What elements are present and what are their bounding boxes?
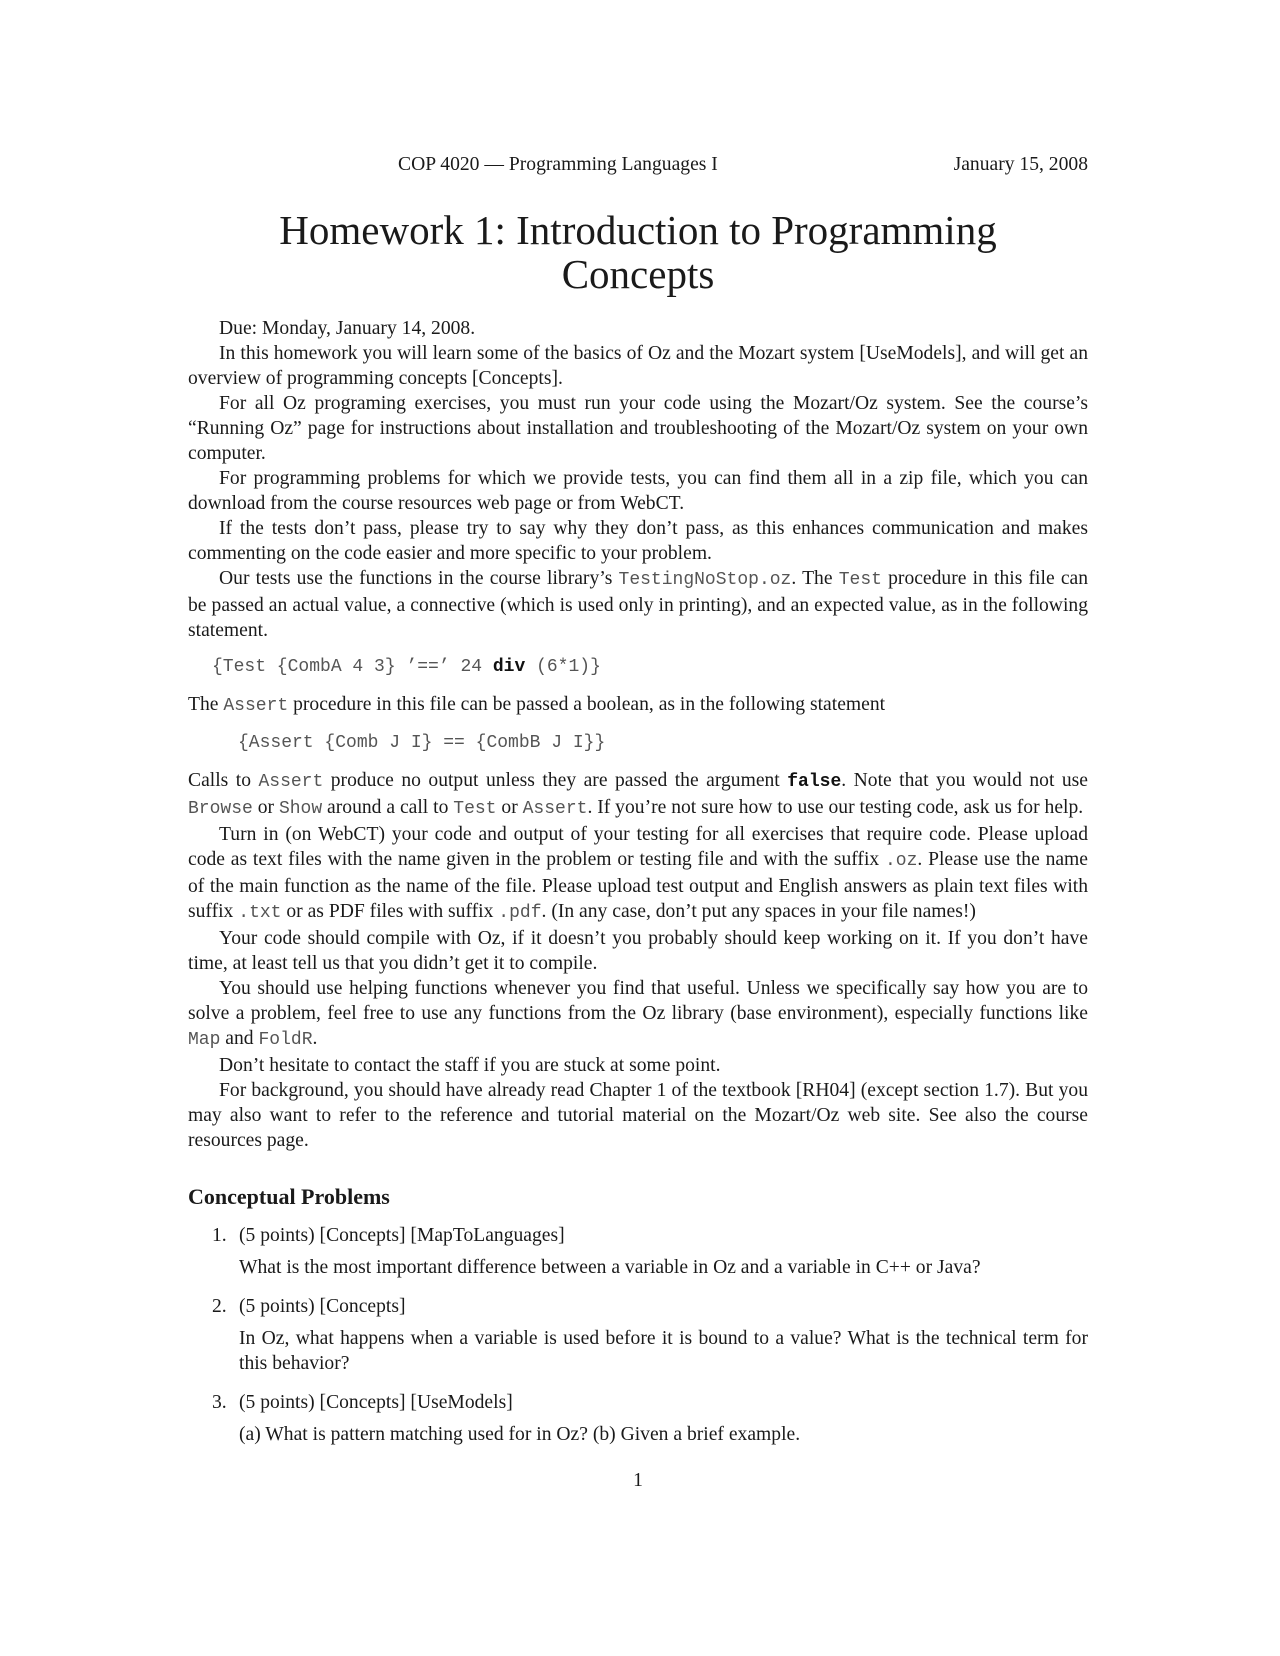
problem-list <box>188 1223 1088 1447</box>
turn-in-paragraph: Turn in (on WebCT) your code and output of your testing for all exercises that require code. Please upload code as text files with the name given in the problem or testing file and with the suffix .oz. Please use the name of the main function as the name of the file. Please upload test output and English answers as plain text files with suffix .txt or as PDF files with suffix .pdf. (In any case, don’t put any spaces in your file names!) <box>188 824 1088 923</box>
document-body <box>188 316 1088 1461</box>
problem-item <box>188 1390 1088 1447</box>
problem-heading: (5 points) [Concepts] [UseModels] <box>239 1392 513 1413</box>
problem-heading: (5 points) [Concepts] <box>239 1296 406 1317</box>
code-example-assert: {Assert {Comb J I} == {CombB J I}} <box>238 733 606 753</box>
testing-library-paragraph: Our tests use the functions in the course library’s TestingNoStop.oz. The Test procedure in this file can be passed an actual value, a connective (which is used only in printing), and an expected value, as in the following statement. <box>188 568 1089 641</box>
problem-number: 1. <box>212 1225 227 1246</box>
title-line-2: Concepts <box>561 251 715 297</box>
course-name: COP 4020 — Programming Languages I <box>398 154 718 175</box>
compile-paragraph: Your code should compile with Oz, if it doesn’t you probably should keep working on it. If you don’t have time, at least tell us that you didn’t get it to compile. <box>188 928 1088 974</box>
problem-item <box>188 1223 1088 1280</box>
problem-item <box>188 1294 1088 1376</box>
document-page <box>188 0 1088 1656</box>
code-example-test: {Test {CombA 4 3} ’==’ 24 div (6*1)} <box>212 657 601 677</box>
assert-paragraph: The Assert procedure in this file can be passed a boolean, as in the following statement <box>188 694 886 716</box>
code-test: Test <box>838 570 882 590</box>
problem-question: What is the most important difference between a variable in Oz and a variable in C++ or Java? <box>239 1257 981 1278</box>
problem-question: In Oz, what happens when a variable is used before it is bound to a value? What is the technical term for this behavior? <box>239 1328 1088 1374</box>
contact-staff-paragraph: Don’t hesitate to contact the staff if you are stuck at some point. <box>219 1055 721 1076</box>
code-assert: Assert <box>223 696 289 716</box>
page-number: 1 <box>633 1470 643 1491</box>
tests-fail-paragraph: If the tests don’t pass, please try to say why they don’t pass, as this enhances communication and makes commenting on the code easier and more specific to your problem. <box>188 518 1088 564</box>
document-title <box>188 208 1088 296</box>
problem-number: 2. <box>212 1296 227 1317</box>
due-date: Due: Monday, January 14, 2008. <box>219 318 476 339</box>
problem-question: (a) What is pattern matching used for in Oz? (b) Given a brief example. <box>239 1424 801 1445</box>
running-oz-paragraph: For all Oz programing exercises, you must run your code using the Mozart/Oz system. See the course’s “Running Oz” page for instructions about installation and troubleshooting of the Mozart/Oz system on your own computer. <box>188 393 1088 464</box>
code-testingnostop: TestingNoStop.oz <box>618 570 792 590</box>
helping-functions-paragraph: You should use helping functions whenever you find that useful. Unless we specifically say how you are to solve a problem, feel free to use any functions from the Oz library (base environment), especially functions like Map and FoldR. <box>188 978 1088 1050</box>
section-heading: Conceptual Problems <box>188 1184 390 1209</box>
problem-heading: (5 points) [Concepts] [MapToLanguages] <box>239 1225 565 1246</box>
running-header <box>188 152 1088 178</box>
header-date: January 15, 2008 <box>953 154 1088 175</box>
problem-number: 3. <box>212 1392 227 1413</box>
assert-output-paragraph: Calls to Assert produce no output unless they are passed the argument false. Note that you would not use Browse or Show around a call to Test or Assert. If you’re not sure how to use our testing code, ask us for help. <box>188 770 1088 819</box>
tests-download-paragraph: For programming problems for which we provide tests, you can find them all in a zip file, which you can download from the course resources web page or from WebCT. <box>188 468 1088 514</box>
background-paragraph: For background, you should have already read Chapter 1 of the textbook [RH04] (except section 1.7). But you may also want to refer to the reference and tutorial material on the Mozart/Oz web site. See also the course resources page. <box>188 1080 1088 1151</box>
title-line-1: Homework 1: Introduction to Programming <box>279 207 997 253</box>
intro-paragraph: In this homework you will learn some of the basics of Oz and the Mozart system [UseModels], and will get an overview of programming concepts [Concepts]. <box>188 343 1088 389</box>
